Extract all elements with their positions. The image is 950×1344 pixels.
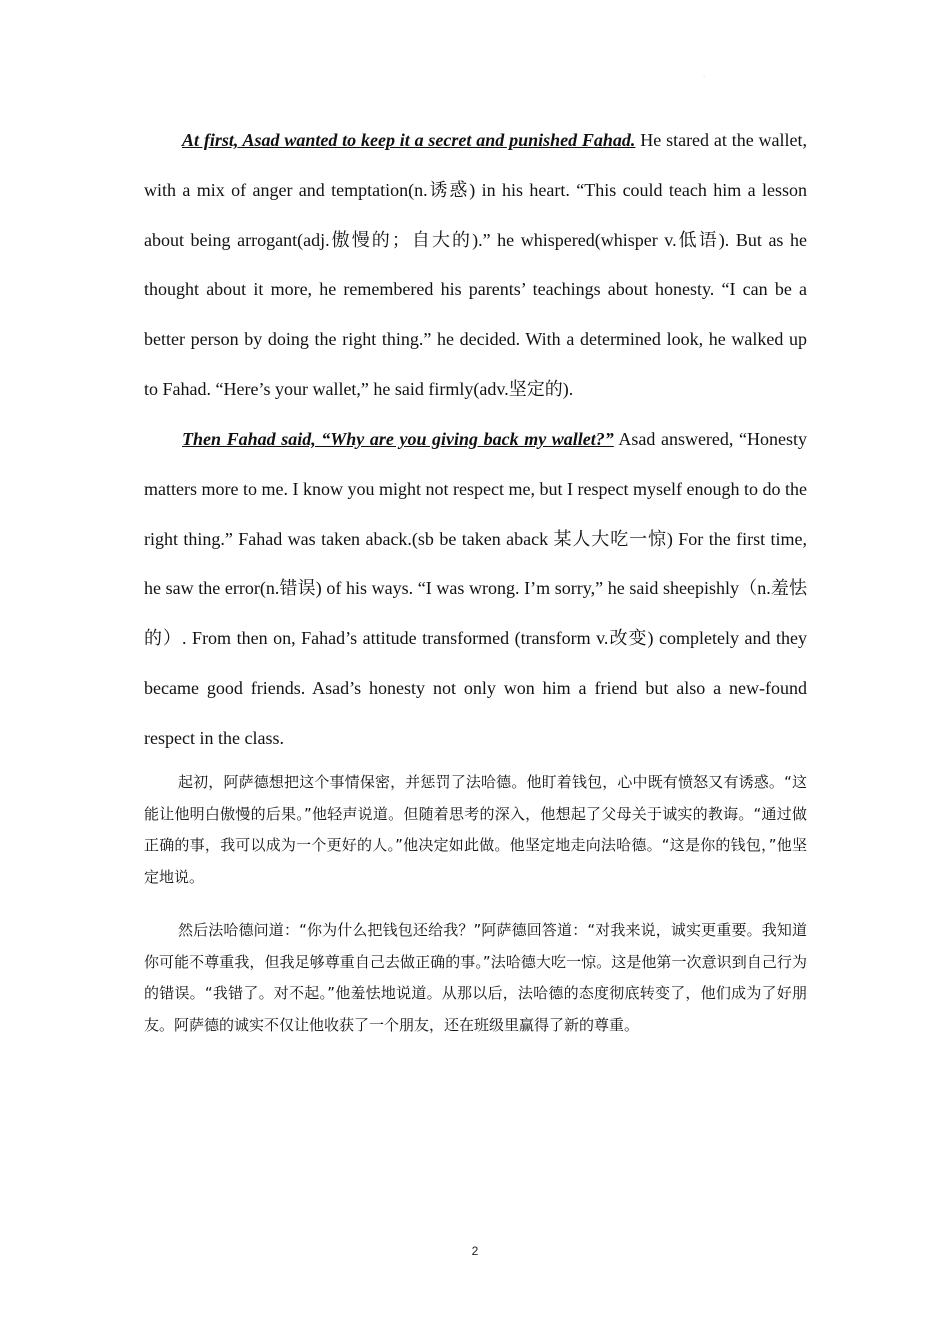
header-mark: . (703, 70, 706, 79)
chinese-translation-paragraph-2: 然后法哈德问道：“你为什么把钱包还给我？”阿萨德回答道：“对我来说，诚实更重要。我知道你可能不尊重我，但我足够尊重自己去做正确的事。”法哈德大吃一惊。这是他第一次意识到自己行为的错误。“我错了。对不起。”他羞怯地说道。从那以后，法哈德的态度彻底转变了，他们成为了好朋友。阿萨德的诚实不仅让他收获了一个朋友，还在班级里赢得了新的尊重。 (144, 921, 807, 1034)
paragraph-1-lead-sentence: At first, Asad wanted to keep it a secret and punished Fahad. (182, 130, 636, 150)
page-number: 2 (471, 1244, 479, 1258)
english-paragraph-2 (144, 415, 807, 764)
paragraph-1-body: He stared at the wallet, with a mix of anger and temptation(n.诱惑) in his heart. “This could teach him a lesson about being arrogant(adj.傲慢的；自大的).” he whispered(whisper v.低语). But as he thought about it more, he remembered his parents’ teachings about honesty. “I can be a better person by doing the right thing.” he decided. With a determined look, he walked up to Fahad. “Here’s your wallet,” he said firmly(adv.坚定的). (144, 130, 807, 399)
chinese-translation-paragraph-1: 起初，阿萨德想把这个事情保密，并惩罚了法哈德。他盯着钱包，心中既有愤怒又有诱惑。“这能让他明白傲慢的后果。”他轻声说道。但随着思考的深入，他想起了父母关于诚实的教诲。“通过做正确的事，我可以成为一个更好的人。”他决定如此做。他坚定地走向法哈德。“这是你的钱包，”他坚定地说。 (144, 773, 807, 886)
paragraph-2-body: Asad answered, “Honesty matters more to me. I know you might not respect me, but I respect myself enough to do the right thing.” Fahad was taken aback.(sb be taken aback 某人大吃一惊) For the first time, he saw the error(n.错误) of his ways. “I was wrong. I’m sorry,” he said sheepishly（n.羞怯的）. From then on, Fahad’s attitude transformed (transform v.改变) completely and they became good friends. Asad’s honesty not only won him a friend but also a new-found respect in the class. (144, 429, 807, 748)
paragraph-2-lead-sentence: Then Fahad said, “Why are you giving back my wallet?” (182, 429, 614, 449)
english-paragraph-1 (144, 116, 807, 415)
